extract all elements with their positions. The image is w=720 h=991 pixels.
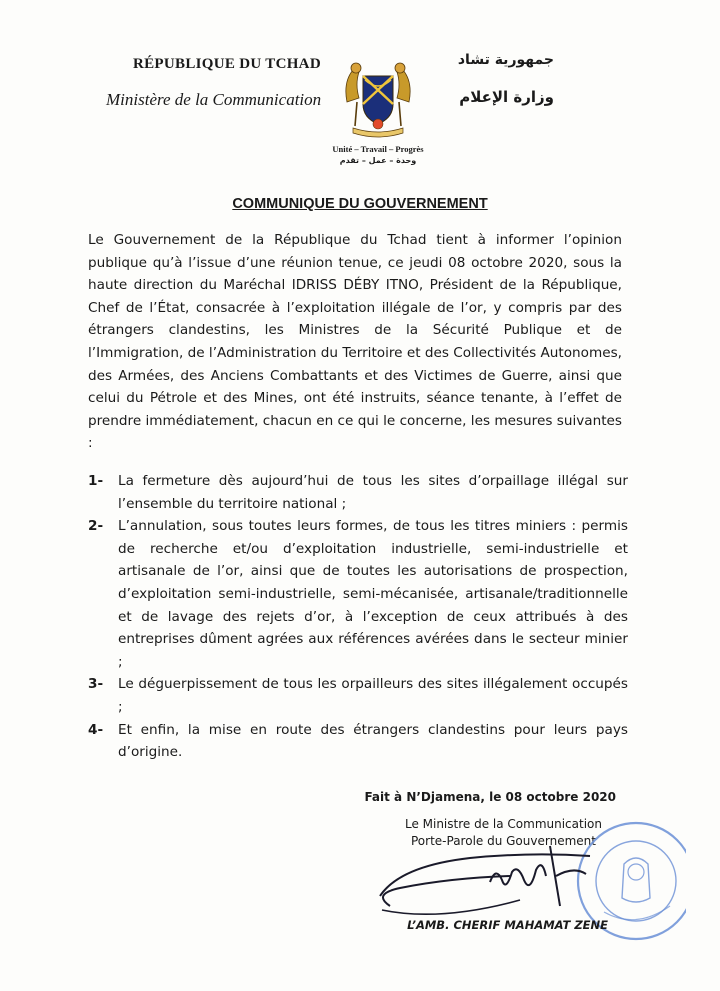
measures-list — [88, 470, 628, 764]
coat-of-arms-icon — [343, 62, 413, 138]
communique-title: COMMUNIQUE DU GOUVERNEMENT — [232, 196, 488, 212]
national-motto-arabic: وحدة – عمل – تقدم — [339, 156, 417, 165]
list-item — [88, 673, 628, 718]
minister-title-line: Porte-Parole du Gouvernement — [411, 834, 596, 848]
ministry-name-arabic: وزارة الإعلام — [459, 88, 554, 106]
handwritten-signature-icon — [360, 836, 610, 926]
ministry-name: Ministère de la Communication — [106, 90, 322, 109]
measure-text: L’annulation, sous toutes leurs formes, de tous les titres miniers : permis de recherche et/ou d’exploitation industrielle, semi-industrielle et artisanale de l’or, ainsi que de toutes les autorisations de prospection, d’exploitation semi-industrielle, semi-mécanisée, artisanale/traditionnelle et de lavage des rejets d’or, à l’exception de ceux attribués à des entreprises dûment agrées aux références avérées dans le secteur minier ; — [118, 518, 628, 670]
minister-title-line: Le Ministre de la Communication — [404, 817, 602, 831]
list-item — [88, 719, 628, 764]
measure-number: 3- — [88, 676, 104, 693]
measure-number: 4- — [88, 721, 104, 738]
measure-number: 2- — [88, 518, 104, 535]
list-item — [88, 470, 628, 515]
intro-paragraph: Le Gouvernement de la République du Tchad tient à informer l’opinion publique qu’à l’issue d’une réunion tenue, ce jeudi 08 octobre 2020, sous la haute direction du Maréchal IDRISS DÉBY ITNO, Président de la République, Chef de l’État, consacrée à l’exploitation illégale de l’or, y compris par des étrangers clandestins, les Ministres de la Sécurité Publique et de l’Immigration, de l’Administration du Territoire et des Collectivités Autonomes, des Armées, des Anciens Combattants et des Victimes de Guerre, ainsi que celui du Pétrole et des Mines, ont été instruits, séance tenante, à l’effet de prendre immédiatement, chacun en ce qui le concerne, les mesures suivantes : — [88, 232, 622, 452]
national-motto: Unité – Travail – Progrès — [332, 144, 424, 154]
measure-text: Le déguerpissement de tous les orpailleurs des sites illégalement occupés ; — [118, 676, 628, 715]
republic-title-arabic: جمهورية تشاد — [457, 52, 554, 68]
republic-title: RÉPUBLIQUE DU TCHAD — [133, 56, 321, 72]
measure-text: Et enfin, la mise en route des étrangers clandestins pour leurs pays d’origine. — [118, 721, 628, 761]
list-item — [88, 515, 628, 673]
measure-number: 1- — [88, 473, 104, 489]
signer-name: L’AMB. CHERIF MAHAMAT ZENE — [407, 918, 608, 932]
place-and-date: Fait à N’Djamena, le 08 octobre 2020 — [364, 790, 616, 804]
communique-body — [88, 229, 622, 455]
measure-text: La fermeture dès aujourd’hui de tous les sites d’orpaillage illégal sur l’ensemble du territoire national ; — [118, 473, 628, 512]
